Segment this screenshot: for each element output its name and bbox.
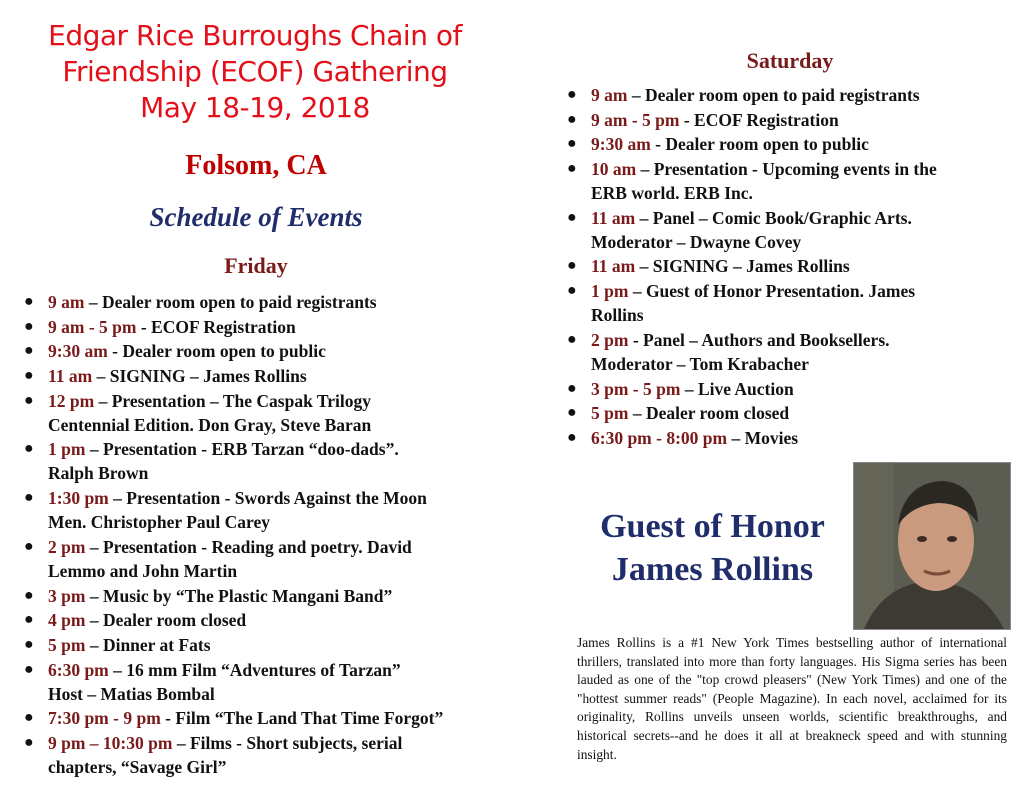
event-item (565, 328, 1015, 376)
title-line-3: May 18-19, 2018 (140, 91, 370, 124)
event-time: 11 am (591, 207, 636, 228)
event-description: ERB world. ERB Inc. (591, 183, 753, 204)
event-time: 9:30 am (591, 134, 651, 155)
event-time: 5 pm (591, 403, 629, 424)
title-line-1: Edgar Rice Burroughs Chain of (48, 19, 462, 52)
event-description: Centennial Edition. Don Gray, Steve Baran (48, 414, 372, 435)
event-description: Lemmo and John Martin (48, 560, 238, 581)
bullet-icon: ● (567, 257, 577, 275)
event-time: 1:30 pm (48, 488, 109, 509)
event-description: – Presentation - Swords Against the Moon (108, 488, 427, 509)
event-description: – Presentation - Upcoming events in the (636, 159, 937, 180)
event-time: 3 pm (48, 585, 86, 606)
guest-of-honor-heading (565, 505, 860, 591)
event-item (22, 437, 492, 485)
bullet-icon: ● (567, 208, 577, 226)
event-item (565, 157, 1015, 205)
event-description: – Movies (727, 427, 799, 448)
event-description: – SIGNING – James Rollins (635, 256, 850, 277)
author-bio: James Rollins is a #1 New York Times bestselling author of international thrillers, translated into more than forty languages. His Sigma series has been lauded as one of the "top crowd pleasers" (New York Times) and one of the "hottest summer reads" (People Magazine). In each novel, acclaimed for its originality, Rollins unveils unseen worlds, scientific breakthroughs, and historical secrets--and he does it all at breakneck speed and with stunning insight. (577, 635, 1007, 762)
event-item (565, 426, 1015, 450)
event-description: – Music by “The Plastic Mangani Band” (85, 585, 393, 606)
event-description: Rollins (591, 305, 644, 326)
title-line-2: Friendship (ECOF) Gathering (62, 55, 448, 88)
event-item (22, 658, 492, 706)
event-time: 11 am (591, 256, 636, 277)
event-description: - Film “The Land That Time Forgot” (160, 708, 444, 729)
event-item (565, 401, 1015, 425)
bullet-icon: ● (24, 317, 34, 335)
bullet-icon: ● (24, 586, 34, 604)
event-item (565, 132, 1015, 156)
event-description: Men. Christopher Paul Carey (48, 512, 270, 533)
event-description: - ECOF Registration (679, 109, 839, 130)
friday-event-list (22, 290, 492, 780)
event-description: – 16 mm Film “Adventures of Tarzan” (108, 659, 401, 680)
event-item (565, 254, 1015, 278)
event-time: 2 pm (591, 329, 629, 350)
friday-heading: Friday (224, 253, 288, 278)
event-description: Moderator – Dwayne Covey (591, 231, 802, 252)
event-item (565, 83, 1015, 107)
bullet-icon: ● (567, 379, 577, 397)
bullet-icon: ● (567, 160, 577, 178)
event-item (22, 584, 492, 608)
event-time: 12 pm (48, 390, 95, 411)
saturday-event-list (565, 83, 1015, 451)
bullet-icon: ● (567, 282, 577, 300)
event-time: 1 pm (591, 281, 629, 302)
event-item (565, 206, 1015, 254)
event-time: 6:30 pm - 8:00 pm (591, 427, 728, 448)
event-time: 1 pm (48, 439, 86, 460)
bullet-icon: ● (24, 611, 34, 629)
event-item (22, 486, 492, 534)
event-description: – Guest of Honor Presentation. James (628, 281, 916, 302)
bullet-icon: ● (567, 428, 577, 446)
event-title (20, 18, 490, 126)
event-description: – Dealer room open to paid registrants (84, 292, 377, 312)
event-time: 6:30 pm (48, 659, 109, 680)
event-item (565, 377, 1015, 401)
bullet-icon: ● (567, 135, 577, 153)
guest-heading-line-2: James Rollins (611, 551, 814, 588)
bullet-icon: ● (24, 367, 34, 385)
bullet-icon: ● (567, 330, 577, 348)
event-item (22, 339, 492, 363)
event-time: 4 pm (48, 610, 86, 631)
event-time: 10 am (591, 159, 637, 180)
event-description: – Films - Short subjects, serial (172, 732, 403, 753)
event-description: Moderator – Tom Krabacher (591, 353, 809, 374)
event-time: 7:30 pm - 9 pm (48, 708, 161, 729)
event-time: 9 am (591, 85, 628, 105)
schedule-heading: Schedule of Events (149, 202, 363, 232)
bullet-icon: ● (24, 440, 34, 458)
event-item (22, 290, 492, 314)
bullet-icon: ● (24, 733, 34, 751)
bullet-icon: ● (567, 86, 577, 103)
event-time: 2 pm (48, 536, 86, 557)
event-item (565, 108, 1015, 132)
event-description: – Dealer room closed (628, 403, 790, 424)
bullet-icon: ● (567, 110, 577, 128)
event-description: – Presentation – The Caspak Trilogy (94, 390, 371, 411)
author-photo (853, 462, 1011, 630)
bullet-icon: ● (24, 489, 34, 507)
event-item (22, 364, 492, 388)
event-time: 9:30 am (48, 341, 108, 362)
event-description: - ECOF Registration (136, 316, 296, 337)
bullet-icon: ● (24, 660, 34, 678)
bullet-icon: ● (567, 404, 577, 422)
event-description: – Panel – Comic Book/Graphic Arts. (635, 207, 912, 228)
event-description: – Presentation - ERB Tarzan “doo-dads”. (85, 439, 399, 460)
event-time: 9 am - 5 pm (591, 109, 680, 130)
bullet-icon: ● (24, 342, 34, 360)
bullet-icon: ● (24, 293, 34, 310)
event-time: 9 am - 5 pm (48, 316, 137, 337)
event-time: 9 am (48, 292, 85, 312)
bullet-icon: ● (24, 709, 34, 727)
event-item (22, 315, 492, 339)
event-item (22, 633, 492, 657)
event-description: - Dealer room open to public (107, 341, 326, 362)
event-item (22, 535, 492, 583)
event-time: 11 am (48, 366, 93, 387)
event-description: Ralph Brown (48, 463, 149, 484)
event-time: 9 pm – 10:30 pm (48, 732, 173, 753)
event-location: Folsom, CA (185, 150, 327, 181)
event-description: Host – Matias Bombal (48, 683, 215, 704)
event-description: – Live Auction (680, 378, 794, 399)
event-description: - Dealer room open to public (650, 134, 869, 155)
event-item (22, 731, 492, 779)
event-time: 3 pm - 5 pm (591, 378, 681, 399)
event-time: 5 pm (48, 634, 86, 655)
event-item (22, 608, 492, 632)
event-description: – SIGNING – James Rollins (92, 366, 307, 387)
bullet-icon: ● (24, 635, 34, 653)
saturday-heading: Saturday (746, 48, 834, 73)
event-description: - Panel – Authors and Booksellers. (628, 329, 890, 350)
event-description: – Dinner at Fats (85, 634, 211, 655)
bullet-icon: ● (24, 391, 34, 409)
bullet-icon: ● (24, 537, 34, 555)
guest-heading-line-1: Guest of Honor (600, 508, 825, 545)
event-item (22, 706, 492, 730)
event-description: – Presentation - Reading and poetry. David (85, 536, 412, 557)
event-description: chapters, “Savage Girl” (48, 756, 227, 777)
event-description: – Dealer room closed (85, 610, 247, 631)
event-item (22, 389, 492, 437)
event-description: – Dealer room open to paid registrants (627, 85, 920, 105)
event-item (565, 279, 1015, 327)
